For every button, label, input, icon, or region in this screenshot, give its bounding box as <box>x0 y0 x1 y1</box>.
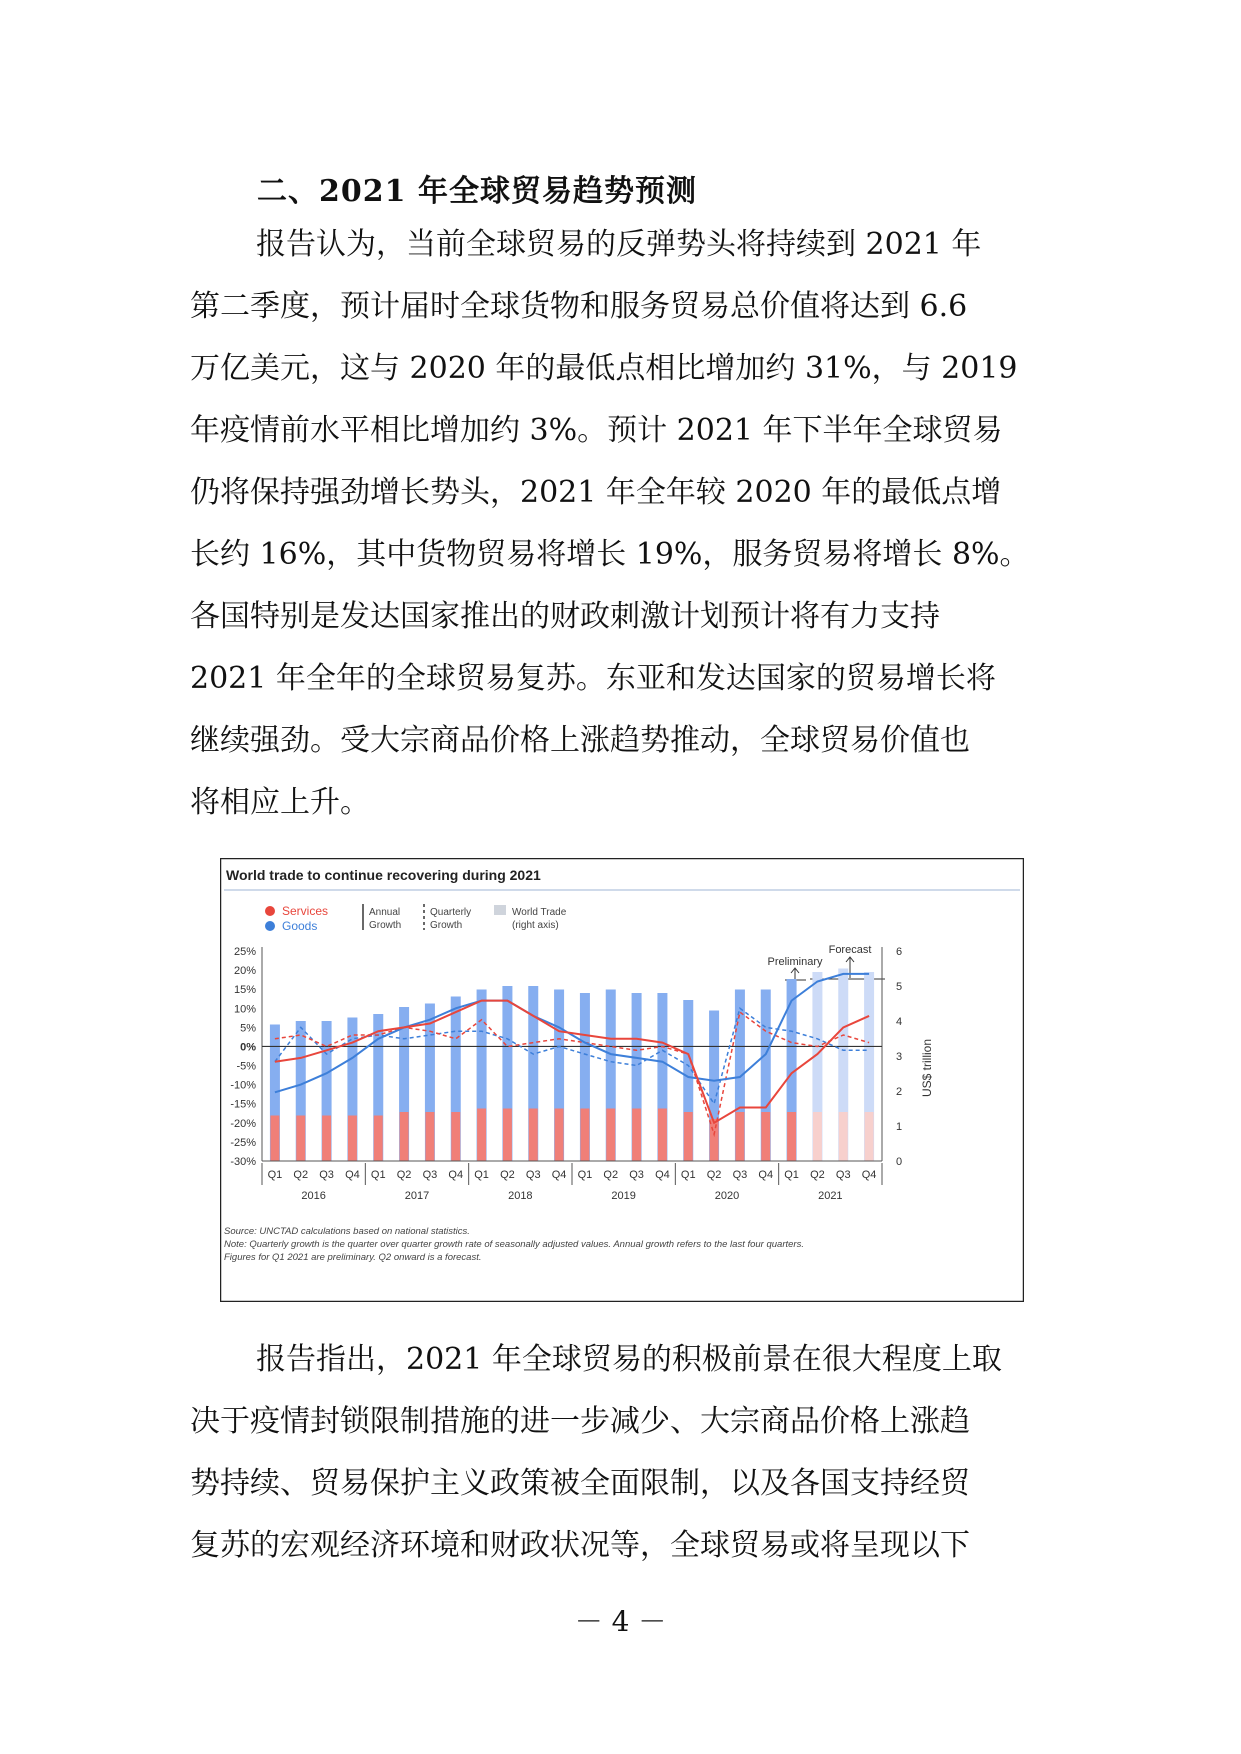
quarter-label: Q4 <box>345 1169 360 1181</box>
paragraph-line: 长约 16%，其中货物贸易将增长 19%，服务贸易将增长 8%。 <box>190 537 1030 572</box>
forecast-annotation: Forecast <box>828 944 872 956</box>
chart-source: Source: UNCTAD calculations based on national statistics. <box>224 1226 470 1237</box>
paragraph-line: 势持续、贸易保护主义政策被全面限制，以及各国支持经贸 <box>190 1466 970 1501</box>
quarter-label: Q2 <box>603 1169 619 1181</box>
quarter-label: Q1 <box>267 1169 283 1181</box>
annual-legend-label: Annual <box>369 907 401 918</box>
goods-legend-label: Goods <box>282 919 318 933</box>
paragraph-line: 决于疫情封锁限制措施的进一步减少、大宗商品价格上涨趋 <box>190 1404 970 1439</box>
quarter-label: Q4 <box>655 1169 670 1181</box>
paragraph-1 <box>190 214 1052 834</box>
year-label: 2016 <box>301 1190 326 1202</box>
services-legend-label: Services <box>282 904 329 918</box>
paragraph-line: 第二季度，预计届时全球货物和服务贸易总价值将达到 6.6 <box>190 289 968 324</box>
paragraph-line: 复苏的宏观经济环境和财政状况等，全球贸易或将呈现以下 <box>190 1528 970 1563</box>
left-tick-label: -25% <box>230 1136 256 1149</box>
year-label: 2019 <box>611 1190 636 1202</box>
services-bar <box>813 1112 822 1161</box>
quarter-label: Q2 <box>293 1169 309 1181</box>
paragraph-line: 报告认为，当前全球贸易的反弹势头将持续到 2021 年 <box>256 227 982 262</box>
right-tick-label: 3 <box>896 1051 903 1063</box>
world-trade-legend-swatch <box>494 905 506 915</box>
quarter-label: Q4 <box>448 1169 464 1181</box>
paragraph-line: 仍将保持强劲增长势头，2021 年全年较 2020 年的最低点增 <box>190 475 1002 510</box>
paragraph-line: 万亿美元，这与 2020 年的最低点相比增加约 31%，与 2019 <box>190 351 1018 386</box>
left-tick-label: -5% <box>236 1060 256 1073</box>
quarter-label: Q3 <box>732 1169 748 1181</box>
year-label: 2021 <box>818 1190 843 1202</box>
right-tick-label: 6 <box>896 946 903 958</box>
paragraph-2 <box>190 1329 1052 1577</box>
left-tick-label: -10% <box>230 1079 256 1092</box>
quarter-label: Q1 <box>680 1169 696 1181</box>
quarter-label: Q2 <box>396 1169 412 1181</box>
quarter-label: Q1 <box>370 1169 386 1181</box>
quarter-label: Q2 <box>810 1169 825 1181</box>
quarter-label: Q3 <box>835 1169 851 1181</box>
chart-note-1: Note: Quarterly growth is the quarter over quarter growth rate of seasonally adjusted values. Annual growth refers to the last four quarters. <box>224 1239 804 1250</box>
services-bar <box>735 1112 744 1161</box>
paragraph-line: 报告指出，2021 年全球贸易的积极前景在很大程度上取 <box>256 1342 1002 1377</box>
right-tick-label: 5 <box>896 981 903 993</box>
left-tick-label: -20% <box>230 1117 256 1130</box>
paragraph-line: 2021 年全年的全球贸易复苏。东亚和发达国家的贸易增长将 <box>190 661 996 696</box>
right-tick-label: 1 <box>896 1121 903 1133</box>
services-bar <box>710 1119 719 1161</box>
left-tick-label: 15% <box>233 984 256 997</box>
services-bar <box>606 1109 615 1162</box>
paragraph-line: 将相应上升。 <box>190 785 370 820</box>
services-legend-dot <box>265 906 275 916</box>
world-trade-legend-label: World Trade <box>512 907 567 918</box>
services-bar <box>425 1112 434 1161</box>
paragraph-line: 继续强劲。受大宗商品价格上涨趋势推动，全球贸易价值也 <box>190 723 970 758</box>
left-tick-label: -30% <box>230 1156 256 1168</box>
services-bar <box>400 1112 409 1161</box>
quarter-label: Q4 <box>551 1169 567 1181</box>
services-bar <box>839 1112 848 1161</box>
services-bar <box>503 1109 512 1162</box>
quarter-label: Q3 <box>525 1169 541 1181</box>
services-bar <box>374 1116 383 1162</box>
quarter-label: Q3 <box>319 1169 334 1181</box>
services-bar <box>684 1112 693 1161</box>
goods-legend-dot <box>265 921 275 931</box>
quarterly-legend-label-2: Growth <box>430 920 463 931</box>
services-bar <box>761 1112 770 1161</box>
quarter-label: Q1 <box>784 1169 799 1181</box>
right-tick-label: 0 <box>896 1156 903 1168</box>
services-bar <box>580 1109 589 1162</box>
world-trade-legend-label-2: (right axis) <box>512 920 559 931</box>
services-bar <box>477 1109 486 1162</box>
services-bar <box>451 1112 460 1161</box>
left-tick-label: 0% <box>240 1041 256 1054</box>
right-axis-label: US$ trillion <box>920 1038 934 1098</box>
year-label: 2017 <box>404 1190 430 1202</box>
left-tick-label: -15% <box>230 1098 256 1111</box>
services-bar <box>322 1116 331 1162</box>
services-bar <box>296 1116 305 1162</box>
world-trade-chart <box>220 858 1024 1302</box>
paragraph-line: 各国特别是发达国家推出的财政刺激计划预计将有力支持 <box>190 599 940 634</box>
year-label: 2020 <box>714 1190 740 1202</box>
quarter-label: Q1 <box>474 1169 489 1181</box>
quarter-label: Q3 <box>422 1169 438 1181</box>
services-bar <box>270 1116 279 1162</box>
left-tick-label: 10% <box>233 1003 256 1016</box>
quarter-label: Q1 <box>577 1169 593 1181</box>
quarter-label: Q4 <box>758 1169 774 1181</box>
quarter-label: Q2 <box>706 1169 722 1181</box>
services-bar <box>865 1112 874 1161</box>
chart-title: World trade to continue recovering during 2021 <box>226 867 541 883</box>
services-bar <box>348 1116 357 1162</box>
quarter-label: Q4 <box>861 1169 877 1181</box>
quarterly-legend-label: Quarterly <box>430 907 472 918</box>
left-tick-label: 5% <box>240 1022 256 1035</box>
left-tick-label: 20% <box>233 965 256 978</box>
paragraph-line: 年疫情前水平相比增加约 3%。预计 2021 年下半年全球贸易 <box>190 413 1003 448</box>
chart-note-2: Figures for Q1 2021 are preliminary. Q2 onward is a forecast. <box>224 1252 482 1263</box>
services-bar <box>555 1109 564 1162</box>
left-tick-label: 25% <box>233 946 256 958</box>
services-bar <box>529 1109 538 1162</box>
quarter-label: Q3 <box>629 1169 644 1181</box>
services-bar <box>632 1109 641 1162</box>
quarter-label: Q2 <box>500 1169 515 1181</box>
section-heading: 二、2021 年全球贸易趋势预测 <box>257 174 697 209</box>
right-tick-label: 2 <box>896 1086 903 1098</box>
year-label: 2018 <box>508 1190 533 1202</box>
preliminary-annotation: Preliminary <box>767 956 823 968</box>
annual-legend-label-2: Growth <box>369 920 402 931</box>
right-tick-label: 4 <box>896 1016 903 1028</box>
services-bar <box>658 1109 667 1162</box>
page-number: － 4 － <box>574 1605 667 1638</box>
services-bar <box>787 1112 796 1161</box>
